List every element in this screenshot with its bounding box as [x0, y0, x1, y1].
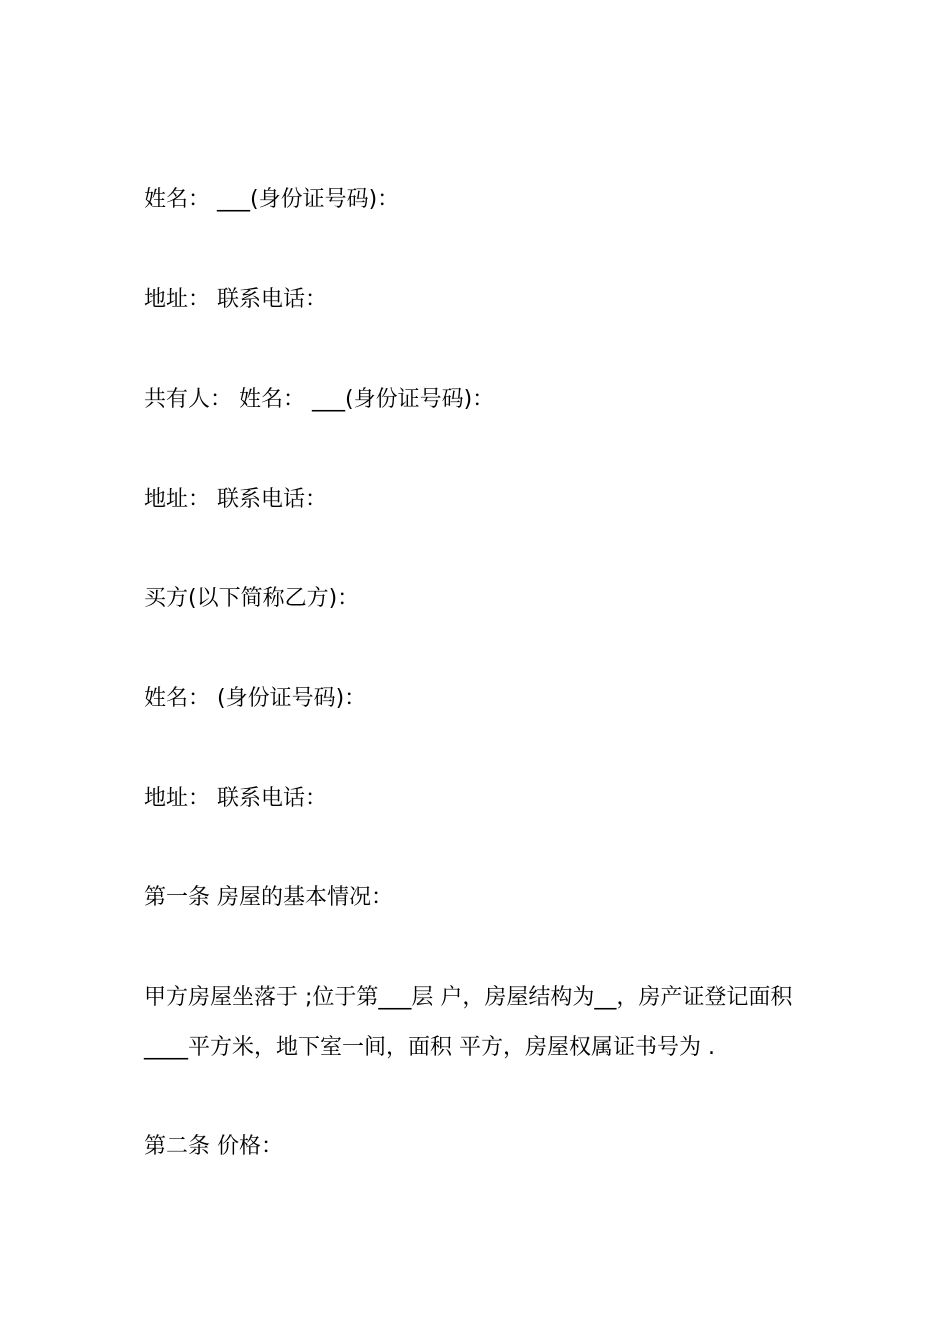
seller-name-line: 姓名： ___(身份证号码)： — [144, 187, 400, 212]
buyer-name-line: 姓名： (身份证号码)： — [144, 686, 367, 711]
co-owner-name-line: 共有人： 姓名： ___(身份证号码)： — [144, 387, 495, 412]
article-1-paragraph-line-1: 甲方房屋坐落于 ;位于第___层 户，房屋结构为__，房产证登记面积 — [144, 985, 793, 1010]
article-1-paragraph-line-2: ____平方米，地下室一间，面积 平方，房屋权属证书号为 . — [144, 1035, 715, 1060]
buyer-heading: 买方(以下简称乙方)： — [144, 586, 360, 611]
article-2-heading: 第二条 价格： — [144, 1134, 283, 1159]
seller-address-line: 地址： 联系电话： — [144, 287, 327, 312]
buyer-address-line: 地址： 联系电话： — [144, 786, 327, 811]
co-owner-address-line: 地址： 联系电话： — [144, 487, 327, 512]
article-1-heading: 第一条 房屋的基本情况： — [144, 885, 393, 910]
